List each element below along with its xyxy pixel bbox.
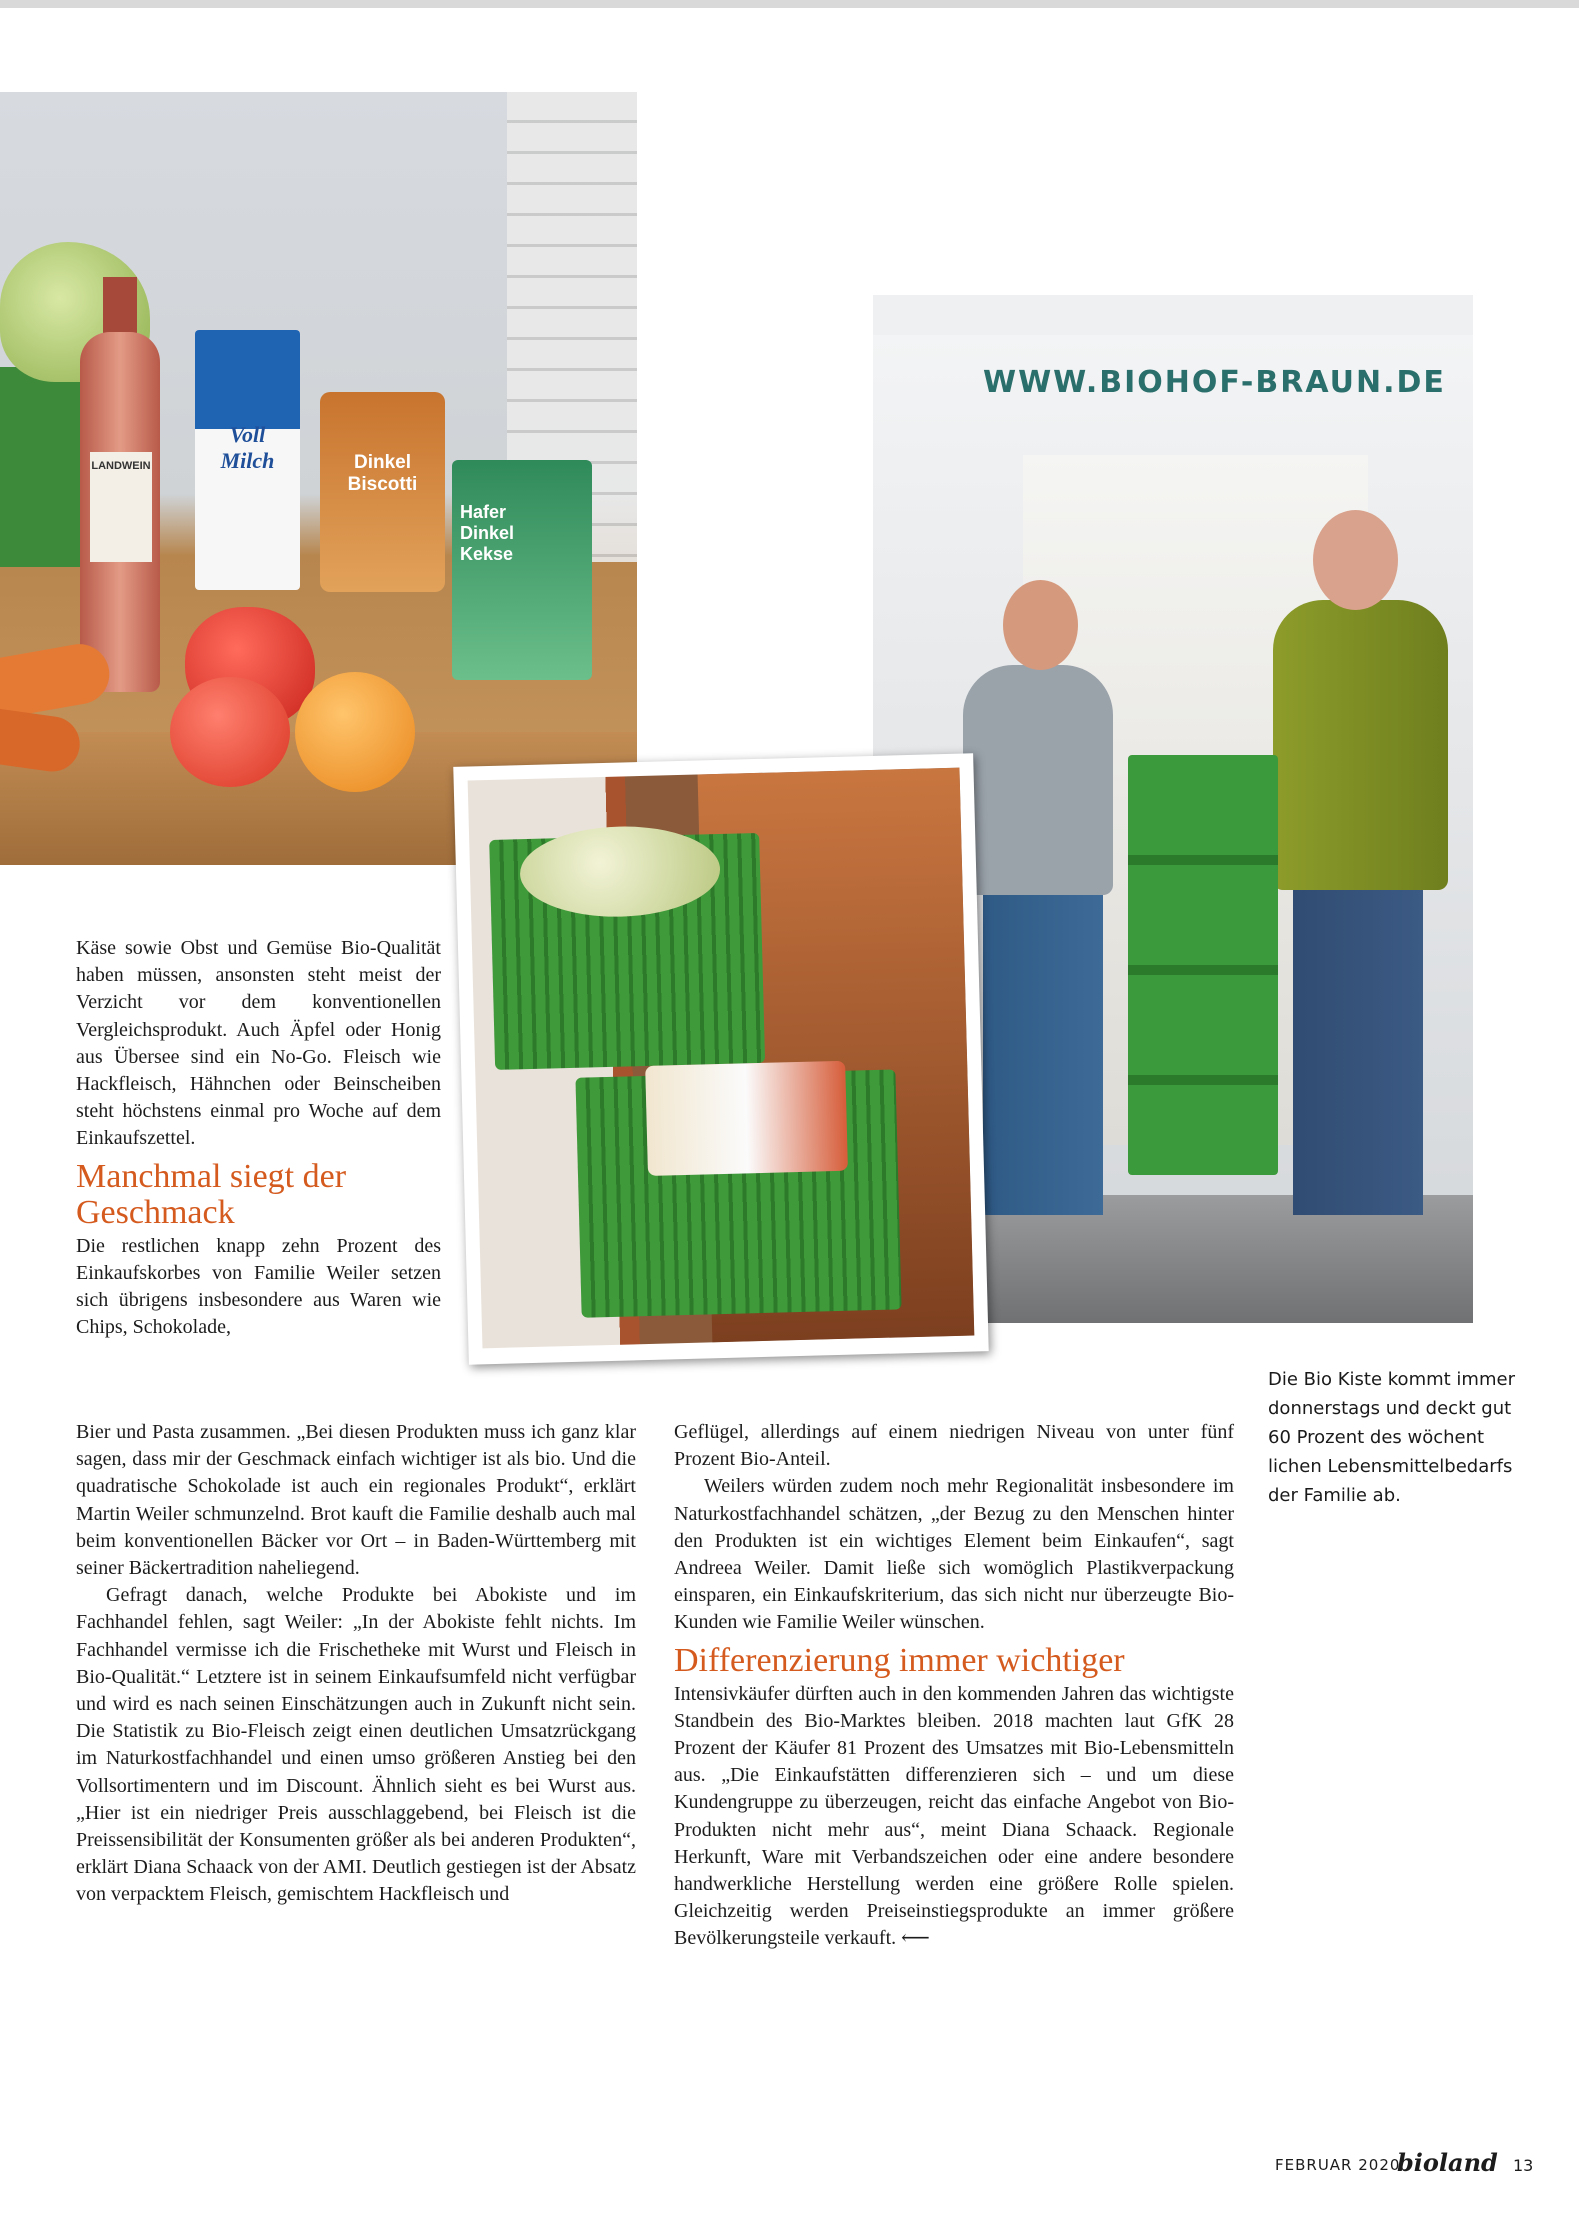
photo-caption	[1268, 1365, 1538, 1510]
person-left-legs	[983, 885, 1103, 1215]
text-column-left-bottom	[76, 1419, 636, 1909]
page-footer	[1275, 2148, 1545, 2178]
issue-date: FEBRUAR 2020	[1275, 2156, 1401, 2174]
wine-label: LANDWEIN	[90, 452, 152, 562]
section-heading: Differenzierung immer wichtiger	[674, 1641, 1125, 1679]
paragraph: Weilers würden zudem noch mehr Regionalität insbesondere im Naturkostfachhandel schätzen, „der Bezug zu den Menschen hinter den Produkten ist ein wichtiges Element beim Einkaufen“, sagt Andreea Weiler. Damit ließe sich womöglich Plastikverpackung einsparen, ein Einkaufskriterium, das sich nicht nur überzeugte Bio-Kunden wie Familie Weiler wünschen.	[674, 1475, 1234, 1634]
cookie-pack	[452, 460, 592, 680]
caption-line: lichen Lebensmittelbedarfs	[1268, 1456, 1513, 1477]
top-rule	[0, 0, 1579, 8]
heading-line: Geschmack	[76, 1193, 235, 1231]
groceries-in-crate	[645, 1061, 848, 1176]
person-right-legs	[1293, 885, 1423, 1215]
person-right-head	[1313, 510, 1398, 610]
crates-photo-image	[468, 768, 975, 1349]
magazine-logo: bioland	[1397, 2148, 1498, 2177]
heading-line: Manchmal siegt der	[76, 1157, 347, 1195]
person-right	[1273, 600, 1448, 890]
caption-line: 60 Prozent des wöchent	[1268, 1427, 1485, 1448]
person-left-head	[1003, 580, 1078, 670]
section-heading	[76, 1159, 441, 1231]
caption-line: Die Bio Kiste kommt immer	[1268, 1369, 1515, 1390]
groceries-photo	[0, 92, 637, 865]
caption-line: der Familie ab.	[1268, 1485, 1401, 1506]
text-column-left-top	[76, 935, 441, 1341]
tomato	[170, 677, 290, 787]
green-crate	[0, 367, 80, 567]
crate-stack	[1128, 755, 1278, 1175]
cookie-pack-label: Hafer Dinkel Kekse	[460, 502, 515, 564]
paragraph: Die restlichen knapp zehn Prozent des Einkaufskorbes von Familie Weiler setzen sich übrigens insbesondere aus Waren wie Chips, Schokolade,	[76, 1234, 441, 1339]
paragraph: Geflügel, allerdings auf einem niedrigen Niveau von unter fünf Prozent Bio-Anteil.	[674, 1421, 1234, 1471]
biscotti-pack-label: Dinkel Biscotti	[347, 452, 418, 495]
paragraph: Käse sowie Obst und Gemüse Bio-Qualität haben müssen, ansonsten steht meist der Verzicht vor dem konventionellen Vergleichsprodukt. Auch Äpfel oder Honig aus Übersee sind ein No-Go. Fleisch wie Hackfleisch, Hähnchen oder Beinscheiben steht höchstens einmal pro Woche auf dem Einkaufszettel.	[76, 937, 441, 1150]
caption-line: donnerstags und deckt gut	[1268, 1398, 1512, 1419]
milk-carton-label: Voll Milch	[220, 422, 275, 473]
page-number: 13	[1513, 2156, 1534, 2175]
person-left	[963, 665, 1113, 895]
text-column-right	[674, 1419, 1234, 1953]
orange	[295, 672, 415, 792]
paragraph: Bier und Pasta zusammen. „Bei diesen Produkten muss ich ganz klar sagen, dass mir der Geschmack einfach wichtiger ist als bio. Und die quadratische Schokolade ist auch ein regionales Produkt“, erklärt Martin Weiler schmunzelnd. Brot kauft die Familie deshalb auch mal beim konventionellen Bäcker vor Ort – in Baden-Württemberg mit seiner Bäckertradition naheliegend.	[76, 1421, 636, 1580]
paragraph: Gefragt danach, welche Produkte bei Abokiste und im Fachhandel fehlen, sagt Weiler: „In der Abokiste fehlt nichts. Im Fachhandel vermisse ich die Frischetheke mit Wurst und Fleisch in Bio-Qualität.“ Letztere ist in seinem Einkaufsumfeld nicht verfügbar und wird es nach seinen Einschätzungen auch in Zukunft nicht sein. Die Statistik zu Bio-Fleisch zeigt einen deutlichen Umsatzrückgang im Naturkostfachhandel und einen umso größeren Anstieg bei den Vollsortimentern und im Discount. Ähnlich sieht es bei Wurst aus. „Hier ist ein niedriger Preis ausschlaggebend, bei Fleisch ist die Preissensibilität der Konsumenten größer als bei anderen Produkten“, erklärt Diana Schaack von der AMI. Deutlich gestiegen ist der Absatz von verpacktem Fleisch, gemischtem Hackfleisch und	[76, 1584, 636, 1906]
carrot	[0, 704, 83, 775]
paragraph: Intensivkäufer dürften auch in den kommenden Jahren das wichtigste Standbein des Bio-Marktes bleiben. 2018 machten laut GfK 28 Prozent der Käufer 81 Prozent des Umsatzes mit Bio-Lebensmitteln aus. „Die Einkaufstätten differenzieren sich – und um diese Kundengruppe zu überzeugen, reicht das einfache Angebot von Bio-Produkten nicht mehr aus“, meint Diana Schaack. Regionale Herkunft, Ware mit Verbandszeichen oder eine andere besondere handwerkliche Herstellung werden eine größere Rolle spielen. Gleichzeitig werden Preiseinstiegsprodukte an immer größere Bevölkerungsteile verkauft. ⟵	[674, 1682, 1234, 1950]
van-lettering: WWW.BIOHOF-BRAUN.DE	[983, 365, 1446, 400]
crates-photo	[453, 753, 988, 1364]
